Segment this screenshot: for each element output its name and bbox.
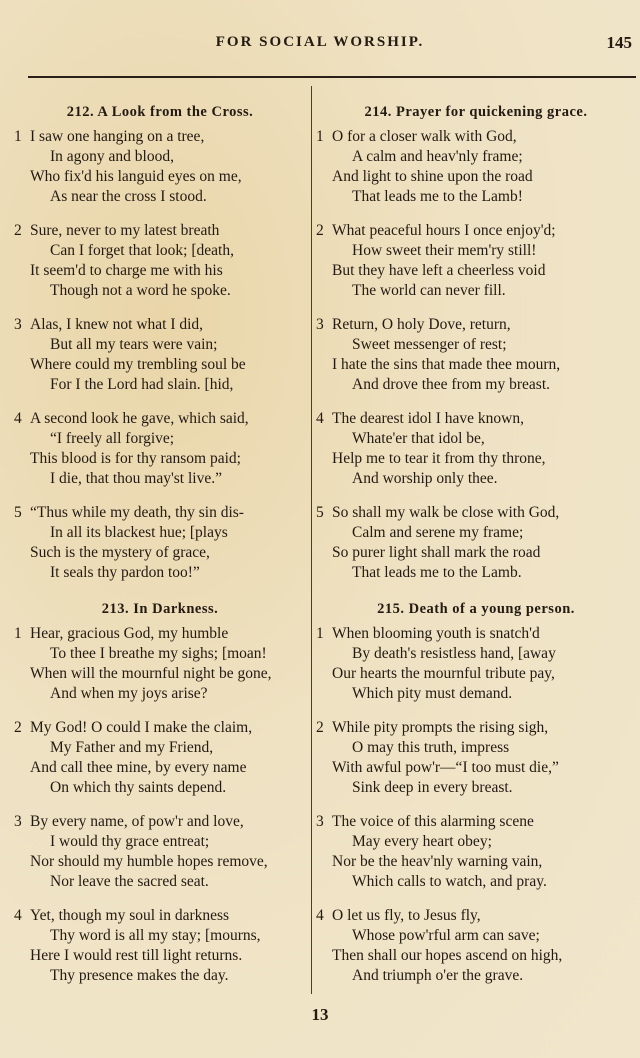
verse-text: And when my joys arise? (50, 685, 208, 702)
verse-line (316, 523, 636, 543)
page-number: 145 (606, 33, 632, 52)
verse-line (316, 409, 636, 429)
verse (14, 221, 306, 301)
verse-text: Alas, I knew not what I did, (30, 316, 204, 333)
verse-text: When blooming youth is snatch'd (332, 625, 540, 642)
verse-text: In all its blackest hue; [plays (50, 524, 228, 541)
verse-line (14, 221, 306, 241)
verse-text: Hear, gracious God, my humble (30, 625, 229, 642)
verse-line (316, 832, 636, 852)
verse-text: Where could my trembling soul be (30, 356, 246, 373)
verse-line (14, 315, 306, 335)
verse-line (14, 644, 306, 664)
verse-line (316, 718, 636, 738)
left-column (14, 104, 306, 1004)
verse-text: Sweet messenger of rest; (352, 336, 507, 353)
verse-line (316, 644, 636, 664)
hymn-title: 213. In Darkness. (101, 601, 219, 617)
verse-number: 2 (14, 222, 22, 239)
verse-line (14, 187, 306, 207)
verse-text: Nor be the heav'nly warning vain, (332, 853, 543, 870)
verse-text: Which calls to watch, and pray. (352, 873, 547, 890)
verse-text: And triumph o'er the grave. (352, 967, 524, 984)
verse-line (14, 946, 306, 966)
verse-line (14, 355, 306, 375)
verse-number: 1 (14, 625, 22, 642)
verse-text: And drove thee from my breast. (352, 376, 550, 393)
verse-line (316, 221, 636, 241)
verse-number: 2 (14, 719, 22, 736)
verse-text: Then shall our hopes ascend on high, (332, 947, 563, 964)
verse (316, 315, 636, 395)
column-divider (311, 86, 312, 994)
verse-line (14, 429, 306, 449)
verse-number: 2 (316, 719, 324, 736)
verse-text: Sure, never to my latest breath (30, 222, 220, 239)
verse-text: The voice of this alarming scene (332, 813, 534, 830)
hymn (316, 104, 636, 583)
verse-text: And worship only thee. (352, 470, 498, 487)
verse-line (14, 503, 306, 523)
verse (316, 503, 636, 583)
verse-number: 1 (14, 128, 22, 145)
verse-text: But all my tears were vain; (50, 336, 218, 353)
verse-line (14, 906, 306, 926)
verse (316, 718, 636, 798)
verse-number: 4 (316, 907, 324, 924)
verse-line (14, 778, 306, 798)
verse-text: Whate'er that idol be, (352, 430, 485, 447)
signature-mark: 13 (311, 1005, 329, 1024)
verse-number: 4 (316, 410, 324, 427)
verse (14, 906, 306, 986)
verse (316, 812, 636, 892)
verse-line (316, 315, 636, 335)
verse-line (14, 684, 306, 704)
verse-text: “I freely all forgive; (50, 430, 175, 447)
verse-text: The dearest idol I have known, (332, 410, 524, 427)
verse-line (316, 812, 636, 832)
verse-number: 4 (14, 907, 22, 924)
verse-text: For I the Lord had slain. [hid, (50, 376, 234, 393)
verse-text: By every name, of pow'r and love, (30, 813, 244, 830)
verse-line (316, 503, 636, 523)
verse-line (316, 778, 636, 798)
verse-text: As near the cross I stood. (50, 188, 207, 205)
verse-text: Thy presence makes the day. (50, 967, 229, 984)
verse-line (14, 449, 306, 469)
verse-text: The world can never fill. (352, 282, 506, 299)
verse-line (316, 281, 636, 301)
verse-line (14, 926, 306, 946)
verse-line (14, 335, 306, 355)
verse-line (316, 852, 636, 872)
verse-line (14, 832, 306, 852)
verse-text: It seals thy pardon too!” (50, 564, 200, 581)
verse-line (316, 906, 636, 926)
verse-text: A second look he gave, which said, (30, 410, 249, 427)
verse-text: I would thy grace entreat; (50, 833, 210, 850)
verse-line (316, 563, 636, 583)
verse (14, 718, 306, 798)
verse-line (14, 375, 306, 395)
verse-text: Nor should my humble hopes remove, (30, 853, 268, 870)
verse-line (316, 946, 636, 966)
verse-text: With awful pow'r—“I too must die,” (332, 759, 559, 776)
verse-line (14, 523, 306, 543)
verse-text: What peaceful hours I once enjoy'd; (332, 222, 556, 239)
verse-line (316, 966, 636, 986)
verse (316, 624, 636, 704)
verse-line (14, 281, 306, 301)
verse-text: By death's resistless hand, [away (352, 645, 556, 662)
verse-line (316, 241, 636, 261)
verse (14, 503, 306, 583)
verse-number: 2 (316, 222, 324, 239)
verse-text: In agony and blood, (50, 148, 174, 165)
verse-line (14, 469, 306, 489)
verse-text: I die, that thou may'st live.” (50, 470, 222, 487)
verse-text: To thee I breathe my sighs; [moan! (50, 645, 267, 662)
verse-line (14, 738, 306, 758)
verse-text: How sweet their mem'ry still! (352, 242, 537, 259)
verse (14, 624, 306, 704)
verse-line (14, 167, 306, 187)
verse-text: That leads me to the Lamb! (352, 188, 523, 205)
verse-line (316, 543, 636, 563)
verse-line (14, 563, 306, 583)
verse-number: 5 (14, 504, 22, 521)
verse-line (14, 127, 306, 147)
verse-text: On which thy saints depend. (50, 779, 227, 796)
verse-line (316, 449, 636, 469)
verse-text: So purer light shall mark the road (332, 544, 541, 561)
verse-text: It seem'd to charge me with his (30, 262, 223, 279)
verse-line (316, 469, 636, 489)
verse-line (316, 187, 636, 207)
verse-text: Return, O holy Dove, return, (332, 316, 511, 333)
verse (316, 409, 636, 489)
hymn-title: 214. Prayer for quickening grace. (364, 104, 588, 120)
verse-line (14, 543, 306, 563)
verse-line (316, 738, 636, 758)
verse-text: Though not a word he spoke. (50, 282, 231, 299)
verse-number: 3 (316, 316, 324, 333)
verse-line (14, 872, 306, 892)
verse-number: 5 (316, 504, 324, 521)
verse (14, 315, 306, 395)
verse-text: And light to shine upon the road (332, 168, 533, 185)
verse-number: 3 (316, 813, 324, 830)
verse-line (316, 664, 636, 684)
verse-text: Sink deep in every breast. (352, 779, 513, 796)
verse-number: 4 (14, 410, 22, 427)
verse-text: My God! O could I make the claim, (30, 719, 253, 736)
hymn (316, 601, 636, 986)
verse-text: Can I forget that look; [death, (50, 242, 234, 259)
verse (14, 127, 306, 207)
verse-text: O may this truth, impress (352, 739, 510, 756)
verse-line (316, 429, 636, 449)
verse-line (316, 375, 636, 395)
header-rule (28, 76, 636, 78)
verse-line (316, 758, 636, 778)
verse-line (14, 812, 306, 832)
verse (14, 812, 306, 892)
verse-line (316, 872, 636, 892)
verse-line (316, 926, 636, 946)
verse (14, 409, 306, 489)
verse-line (316, 624, 636, 644)
verse-text: I saw one hanging on a tree, (30, 128, 205, 145)
hymn (14, 104, 306, 583)
verse-text: A calm and heav'nly frame; (352, 148, 523, 165)
verse-text: O let us fly, to Jesus fly, (332, 907, 481, 924)
verse-text: Calm and serene my frame; (352, 524, 524, 541)
verse-line (14, 852, 306, 872)
right-column (316, 104, 636, 1004)
verse-line (316, 127, 636, 147)
verse-text: Yet, though my soul in darkness (30, 907, 230, 924)
hymn-title: 215. Death of a young person. (377, 601, 575, 617)
verse-number: 3 (14, 813, 22, 830)
verse-text: This blood is for thy ransom paid; (30, 450, 241, 467)
verse-text: Help me to tear it from thy throne, (332, 450, 546, 467)
verse-line (14, 147, 306, 167)
verse-line (316, 355, 636, 375)
verse-text: Such is the mystery of grace, (30, 544, 210, 561)
verse-text: But they have left a cheerless void (332, 262, 546, 279)
verse-text: “Thus while my death, thy sin dis- (30, 504, 244, 521)
verse-text: Nor leave the sacred seat. (50, 873, 209, 890)
verse-line (14, 718, 306, 738)
verse-line (14, 241, 306, 261)
verse-text: Here I would rest till light returns. (30, 947, 243, 964)
verse-text: That leads me to the Lamb. (352, 564, 522, 581)
verse-text: Who fix'd his languid eyes on me, (30, 168, 242, 185)
verse-text: My Father and my Friend, (50, 739, 214, 756)
verse-text: Our hearts the mournful tribute pay, (332, 665, 555, 682)
verse-number: 1 (316, 625, 324, 642)
verse-text: While pity prompts the rising sigh, (332, 719, 549, 736)
verse-text: O for a closer walk with God, (332, 128, 517, 145)
verse-line (14, 758, 306, 778)
verse-line (14, 261, 306, 281)
verse-text: So shall my walk be close with God, (332, 504, 560, 521)
verse (316, 906, 636, 986)
verse-line (316, 261, 636, 281)
hymn-title: 212. A Look from the Cross. (66, 104, 254, 120)
verse-text: May every heart obey; (352, 833, 492, 850)
verse (316, 221, 636, 301)
hymn (14, 601, 306, 986)
verse-line (14, 966, 306, 986)
verse-text: Thy word is all my stay; [mourns, (50, 927, 261, 944)
running-header: FOR SOCIAL WORSHIP. (215, 34, 425, 50)
verse-line (316, 335, 636, 355)
verse-line (14, 409, 306, 429)
verse-number: 1 (316, 128, 324, 145)
verse-line (316, 684, 636, 704)
verse-line (316, 167, 636, 187)
verse-text: I hate the sins that made thee mourn, (332, 356, 561, 373)
verse-line (14, 664, 306, 684)
verse-text: And call thee mine, by every name (30, 759, 247, 776)
verse-line (316, 147, 636, 167)
verse-line (14, 624, 306, 644)
verse-text: Whose pow'rful arm can save; (352, 927, 540, 944)
verse-number: 3 (14, 316, 22, 333)
verse-text: Which pity must demand. (352, 685, 513, 702)
verse-text: When will the mournful night be gone, (30, 665, 272, 682)
verse (316, 127, 636, 207)
